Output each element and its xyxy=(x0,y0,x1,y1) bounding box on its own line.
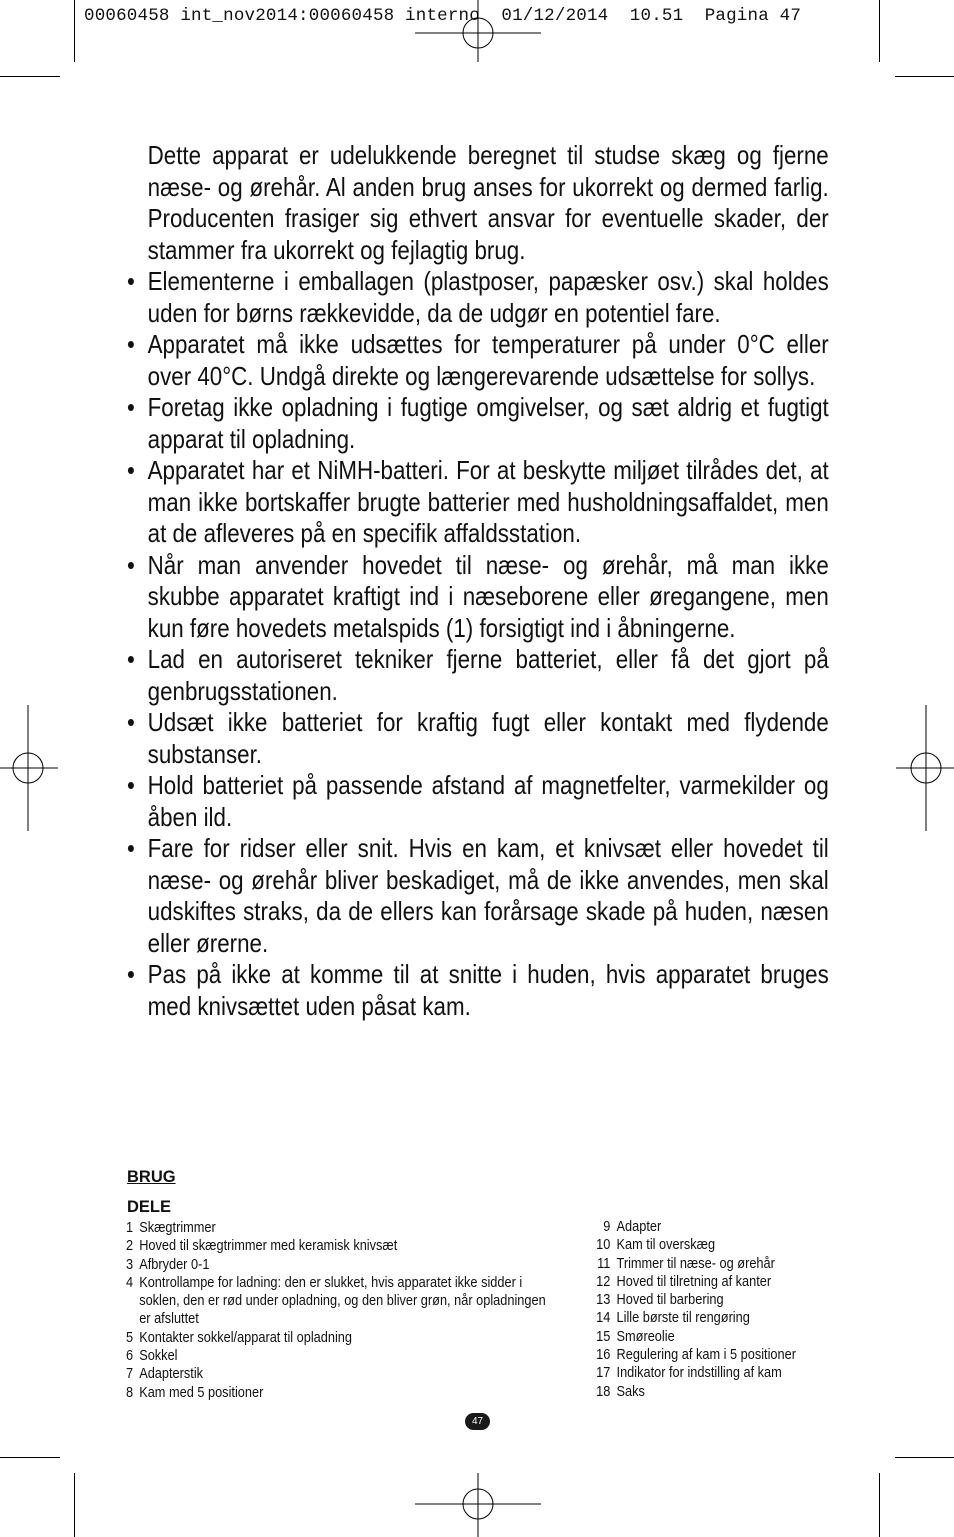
bullet-item: • Lad en autoriseret tekniker fjerne batteriet, eller få det gjort på genbrugsstationen. xyxy=(127,644,829,706)
list-item: 18 Saks xyxy=(596,1383,645,1400)
bullet-item: • Hold batteriet på passende afstand af magnetfelter, varmekilder og åben ild. xyxy=(127,770,829,832)
crop-mark xyxy=(895,76,954,77)
bullet-icon: • xyxy=(127,770,135,800)
list-item: 11 Trimmer til næse- og ørehår xyxy=(597,1255,775,1272)
list-item: 1 Skægtrimmer xyxy=(126,1220,216,1236)
list-item: 14 Lille børste til rengøring xyxy=(596,1310,750,1327)
list-item: 12 Hoved til tilretning af kanter xyxy=(596,1273,772,1290)
bullet-icon: • xyxy=(127,707,135,737)
list-item: 9 Adapter xyxy=(603,1219,662,1235)
registration-mark-icon xyxy=(415,1473,541,1537)
print-slug: 00060458 int_nov2014:00060458 interno 01/12/2014 10.51 Pagina 47 xyxy=(84,6,802,26)
bullet-icon: • xyxy=(127,329,135,359)
crop-mark xyxy=(879,1473,880,1537)
crop-mark xyxy=(74,0,75,62)
list-item: 10 Kam til overskæg xyxy=(596,1237,716,1254)
list-item: 6 Sokkel xyxy=(126,1348,178,1365)
list-item: 8 Kam med 5 positioner xyxy=(126,1384,264,1401)
bullet-item: • Apparatet har et NiMH-batteri. For at beskytte miljøet tilrådes det, at man ikke bortskaffer brugte batterier med husholdningsaffaldet, men at de afleveres på en specifik affaldsstation. xyxy=(127,455,829,548)
safety-text xyxy=(127,140,829,1022)
bullet-item: • Apparatet må ikke udsættes for temperaturer på under 0°C eller over 40°C. Undgå direkte og længerevarende udsættelse for sollys. xyxy=(127,329,829,391)
crop-mark xyxy=(0,1457,60,1458)
bullet-icon: • xyxy=(127,455,135,485)
bullet-item: • Pas på ikke at komme til at snitte i huden, hvis apparatet bruges med knivsættet uden påsat kam. xyxy=(127,959,829,1021)
list-item: 4 Kontrollampe for ladning: den er slukket, hvis apparatet ikke sidder i soklen, den er rød under opladning, og den bliver grøn, når opladningen er afsluttet xyxy=(126,1274,546,1328)
list-item: 3 Afbryder 0-1 xyxy=(126,1256,210,1273)
registration-mark-icon xyxy=(0,705,58,831)
list-item: 2 Hoved til skægtrimmer med keramisk knivsæt xyxy=(126,1238,398,1255)
bullet-icon: • xyxy=(127,266,135,296)
registration-mark-icon xyxy=(415,0,541,62)
bullet-item: • Når man anvender hovedet til næse- og ørehår, må man ikke skubbe apparatet kraftigt ind i næseborene eller øregangene, men kun føre hovedets metalspids (1) forsigtigt ind i åbningerne. xyxy=(127,549,829,643)
section-heading: BRUG xyxy=(127,1168,176,1186)
list-item: 16 Regulering af kam i 5 positioner xyxy=(596,1347,796,1364)
paragraph: Dette apparat er udelukkende beregnet til studse skæg og fjerne næse- og ørehår. Al anden brug anses for ukorrekt og dermed farlig. Producenten frasiger sig ethvert ansvar for eventuelle skader, der stammer fra ukorrekt og fejlagtig brug. xyxy=(147,140,829,265)
bullet-icon: • xyxy=(127,549,135,580)
parts-list-left xyxy=(126,1219,548,1402)
list-item: 15 Smøreolie xyxy=(596,1328,675,1345)
page-number-badge: 47 xyxy=(465,1413,490,1430)
bullet-icon: • xyxy=(127,833,135,863)
registration-mark-icon xyxy=(896,705,954,831)
bullet-icon: • xyxy=(127,392,135,422)
bullet-icon: • xyxy=(127,959,135,989)
list-item: 13 Hoved til barbering xyxy=(596,1292,724,1309)
bullet-icon: • xyxy=(127,644,135,674)
list-item: 17 Indikator for indstilling af kam xyxy=(596,1365,782,1382)
parts-list-right xyxy=(591,1218,855,1401)
bullet-item: • Elementerne i emballagen (plastposer, papæsker osv.) skal holdes uden for børns rækkevidde, da de udgør en potentiel fare. xyxy=(127,266,829,328)
list-item: 5 Kontakter sokkel/apparat til opladning xyxy=(126,1329,353,1346)
list-item: 7 Adapterstik xyxy=(126,1366,204,1383)
subsection-heading: DELE xyxy=(127,1198,172,1216)
crop-mark xyxy=(0,76,60,77)
crop-mark xyxy=(895,1457,954,1458)
bullet-item: • Fare for ridser eller snit. Hvis en kam, et knivsæt eller hovedet til næse- og ørehår bliver beskadiget, må de ikke anvendes, men skal udskiftes straks, da de ellers kan forårsage skade på huden, næsen eller ørerne. xyxy=(127,833,829,958)
bullet-item: • Foretag ikke opladning i fugtige omgivelser, og sæt aldrig et fugtigt apparat til opladning. xyxy=(127,392,829,454)
bullet-item: • Udsæt ikke batteriet for kraftig fugt eller kontakt med flydende substanser. xyxy=(127,707,829,769)
crop-mark xyxy=(74,1473,75,1537)
crop-mark xyxy=(879,0,880,62)
